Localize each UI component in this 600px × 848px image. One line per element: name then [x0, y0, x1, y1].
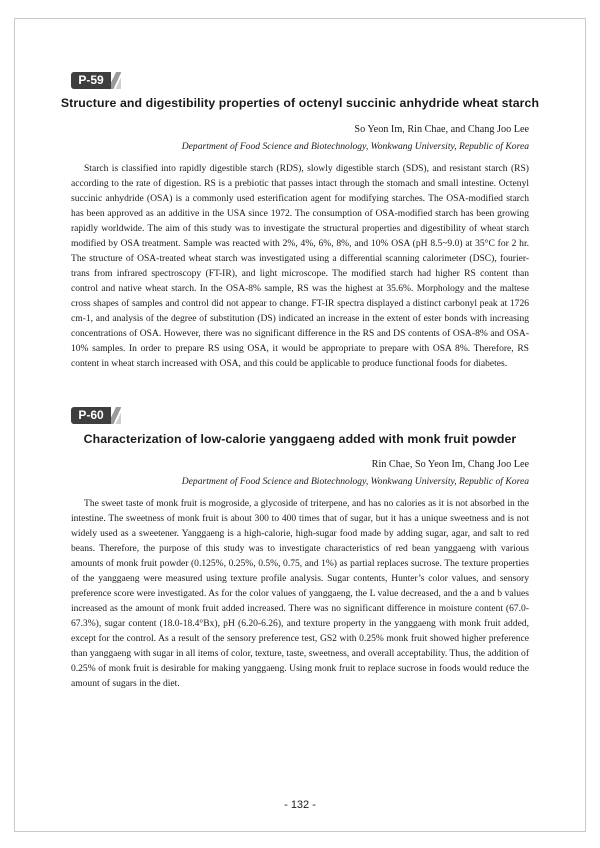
paper-authors: So Yeon Im, Rin Chae, and Chang Joo Lee: [354, 124, 529, 135]
paper-tag-label: P-59: [71, 72, 111, 89]
paper-tag: [71, 72, 123, 89]
abstract-text: The sweet taste of monk fruit is mogroside, a glycoside of triterpene, and has no calories as it is not absorbed in the intestine. The sweetness of monk fruit is about 300 to 400 times that of sugar, but it has a unique sweetness and is not widely used as a sweetener. Yanggaeng is a high-calorie, high-sugar food made by adding sugar, agar, and salt to red beans. Therefore, the purpose of this study was to investigate characteristics of red bean yanggaeng with various amounts of monk fruit powder (0.125%, 0.25%, 0.5%, 0.75, and 1%) as partial replaces sucrose. The texture properties of the yanggaeng were measured using texture profile analysis. Sugar contents, Hunter’s color values, and sensory preference score were investigated. As for the color values of yanggaeng, the L value decreased, and the a and b values increased as the amount of monk fruit added increased. There was no significant difference in moisture content (67.0-67.3%), sugar content (18.0-18.4°Bx), pH (6.20-6.26), and texture property in the yanggaeng with monk fruit added, except for the control. As a result of the sensory preference test, GS2 with 0.25% monk fruit showed higher preference than yanggaeng with sugar in all items of color, texture, taste, sweetness, and overall acceptability. Thus, the addition of 0.25% of monk fruit is desirable for making yanggaeng. Using monk fruit to replace sucrose in foods would reduce the amount of sugars in the diet.: [71, 498, 530, 689]
paper-tag: [71, 407, 123, 424]
paper-tag-stripe: [111, 72, 121, 89]
paper-title: Characterization of low-calorie yanggaeng added with monk fruit powder: [83, 432, 517, 446]
paper-authors: Rin Chae, So Yeon Im, Chang Joo Lee: [371, 459, 529, 470]
paper-tag-stripe: [111, 407, 121, 424]
paper-abstract: [71, 496, 529, 691]
abstract-text: Starch is classified into rapidly digestible starch (RDS), slowly digestible starch (SDS), and resistant starch (RS) according to the rate of digestion. RS is a prebiotic that passes intact through the stomach and small intestine. Octenyl succinic anhydride (OSA) is a commonly used esterification agent for modifying starches. The OSA-modified starch has been approved as an additive in the USA since 1972. The consumption of OSA-modified starch has been growing rapidly worldwide. The aim of this study was to investigate the structural properties and digestibility of wheat starch modified by OSA treatment. Sample was reacted with 2%, 4%, 6%, 8%, and 10% OSA (pH 8.5~9.0) at 35°C for 2 hr. The structure of OSA-treated wheat starch was investigated using a differential scanning calorimeter (DSC), fourier-trans from infrared spectroscopy (FT-IR), and light microscope. The modified starch had higher RS content than control and native wheat starch. In the OSA-8% sample, RS was the highest at 35.6%. Morphology and the maltese cross shapes of samples and control did not appear to change. FT-IR spectra displayed a distinct carbonyl peak at 1726 cm-1, and analysis of the degree of substitution (DS) indicated an increase in the extent of ester bonds with increasing concentrations of OSA. However, there was no significant difference in the RS and DS contents of OSA-8% and OSA-10% samples. In order to prepare RS using OSA, it would be appropriate to prepare with OSA 8%. Therefore, RS content in wheat starch increased with OSA, and this could be applicable to produce functional foods for diabetes.: [71, 163, 529, 369]
page-number: - 132 -: [284, 799, 316, 811]
paper-affiliation: Department of Food Science and Biotechnology, Wonkwang University, Republic of Korea: [181, 476, 529, 487]
paper-title: Structure and digestibility properties of octenyl succinic anhydride wheat starch: [60, 96, 540, 110]
paper-abstract: [71, 161, 529, 371]
paper-affiliation: Department of Food Science and Biotechnology, Wonkwang University, Republic of Korea: [181, 141, 529, 152]
paper-tag-label: P-60: [71, 407, 111, 424]
